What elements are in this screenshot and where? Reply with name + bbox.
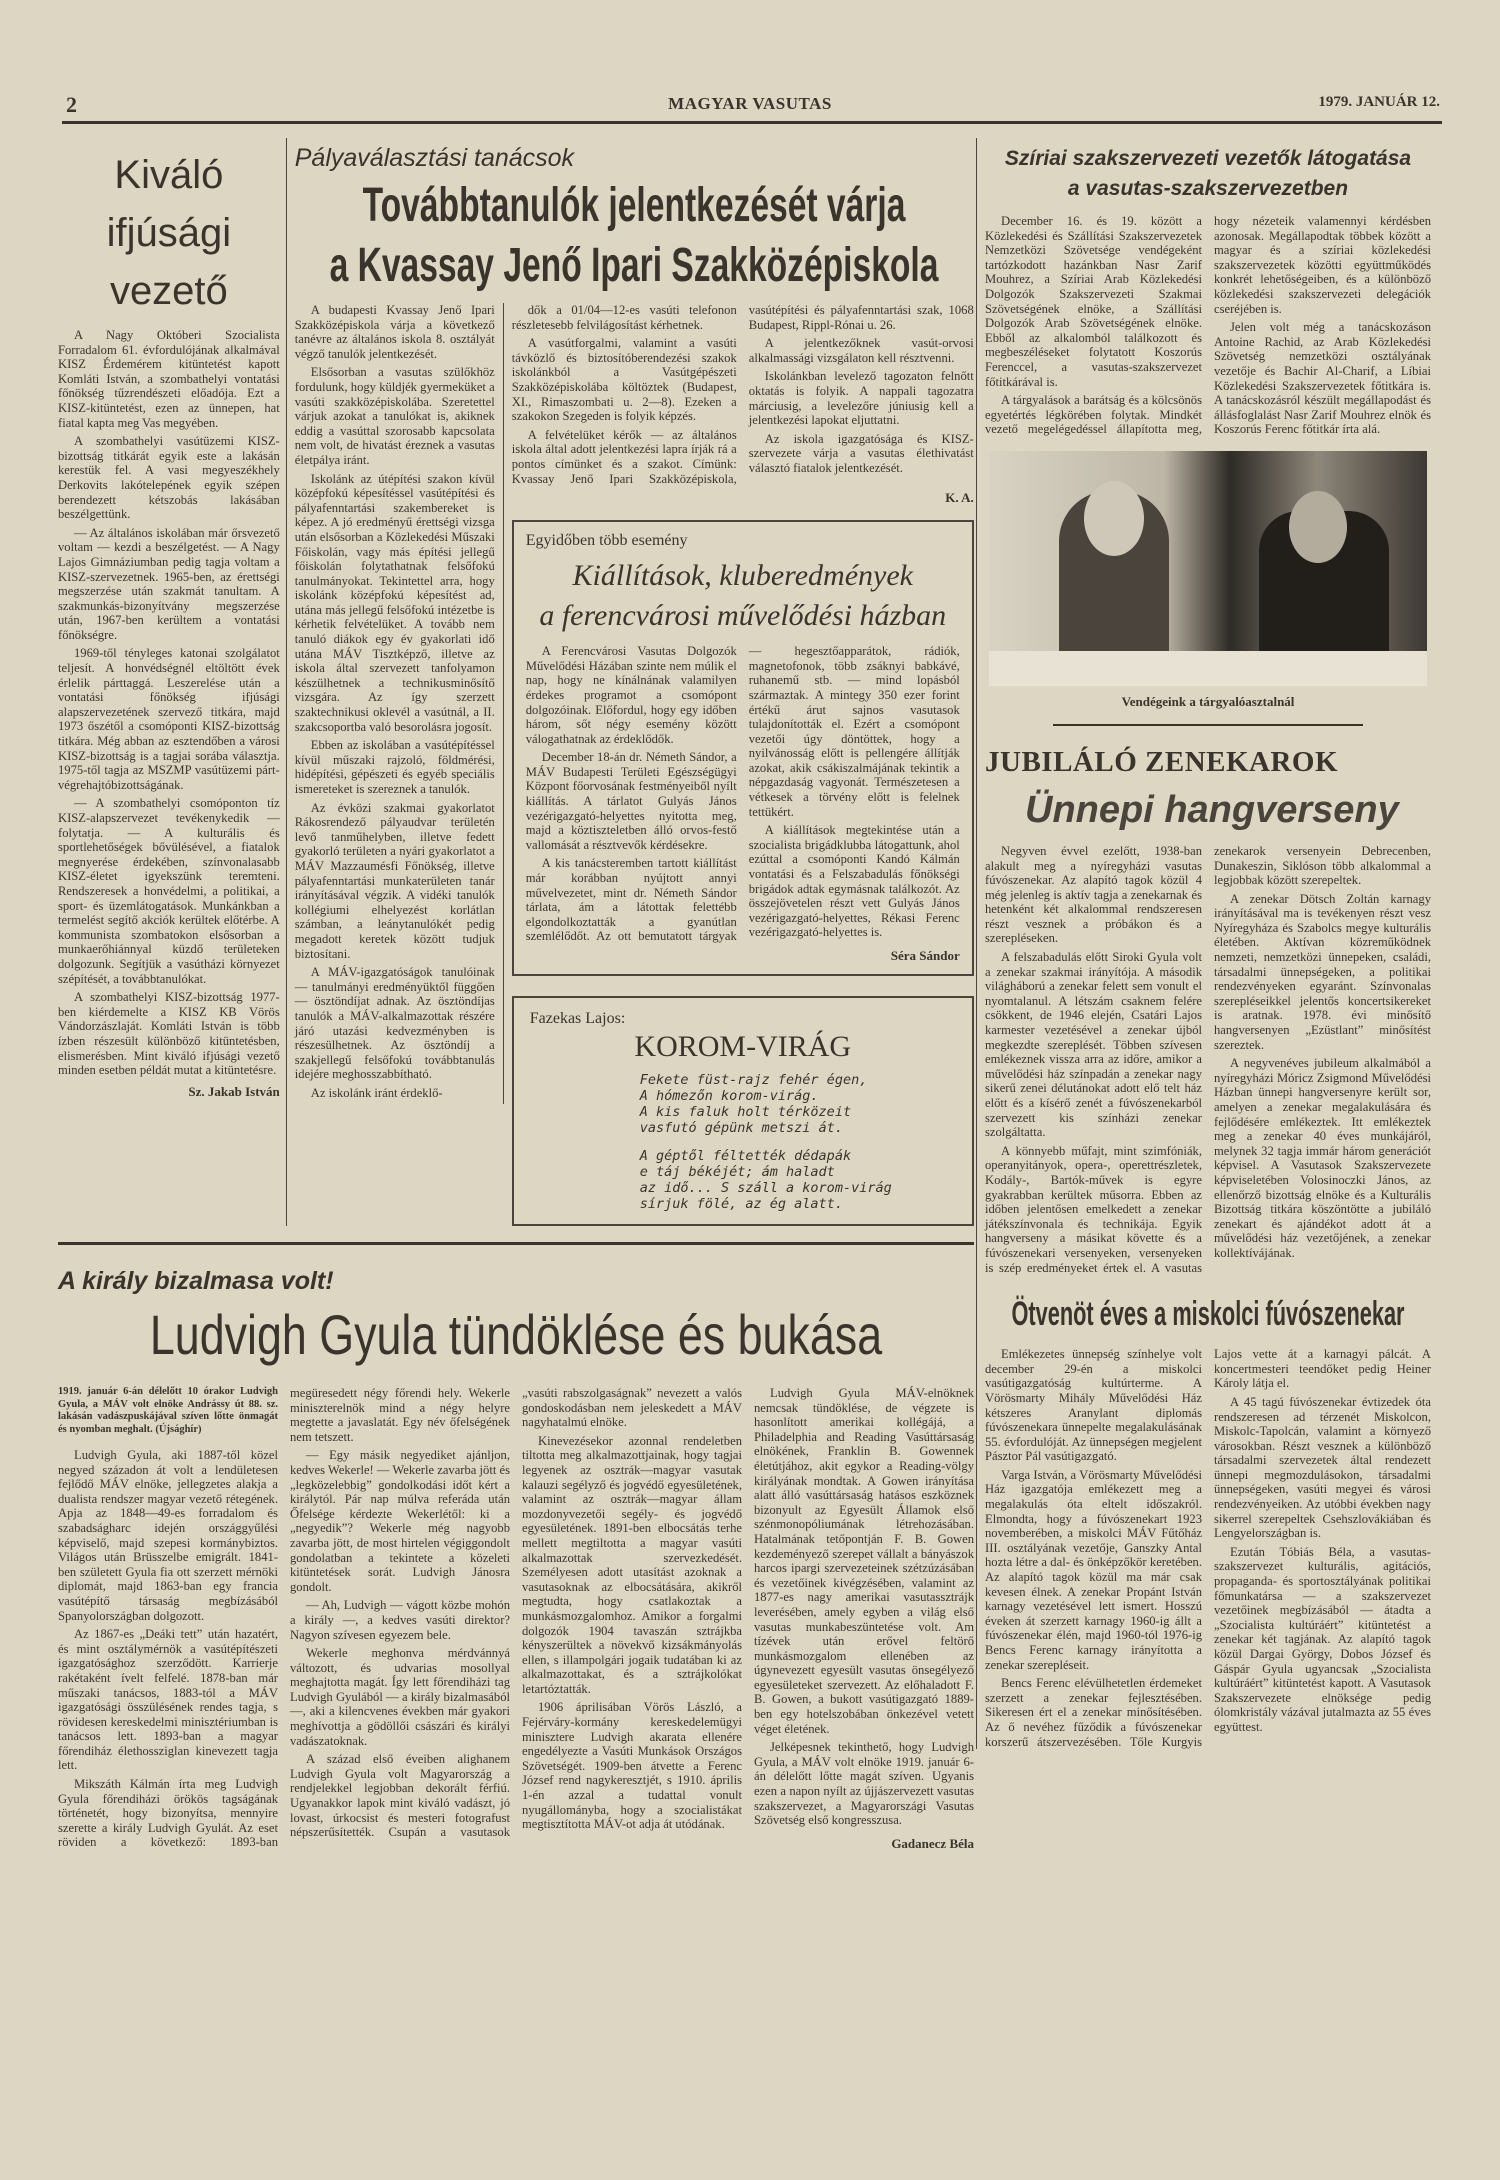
article-jubilalo bbox=[985, 746, 1431, 1275]
paragraph: A Ferencvárosi Vasutas Dolgozók Művelődési Házában szinte nem múlik el nap, hogy ne kínálnának valamilyen érdekes programot a csomópont dolgozóinak. Előfordul, hogy egy időben három, sőt négy esemény között válogathatnak az érdeklődők. bbox=[525, 644, 737, 746]
paragraph: Mikszáth Kálmán írta meg Ludvigh Gyula főrendiházi örökös tagságának történetét, hogy bizonyítsa, mennyire szerette a király Ludvigh Gyulát. Az eset röviden a következő: 1893-ban megüresedett négy főrendi hely. Wekerle miniszterelnök mind a négy helyre megtette a javaslatát. Egy név őfelségének nem tetszett. bbox=[58, 1386, 510, 1850]
headline-line: Szíriai szakszervezeti vezetők látogatása bbox=[1004, 147, 1412, 170]
paragraph: December 18-án dr. Németh Sándor, a MÁV Budapesti Területi Egészségügyi Központ főorvosának festményeiből nyílt kiállítás. A tárlatot Gulyás János vezérigazgató-helyettes nyitotta meg, majd a köztiszteletben álló orvos-festő vallomását a résztvevők kérdésekre. bbox=[525, 750, 737, 852]
poem-line: A kis faluk holt térközeit bbox=[639, 1104, 852, 1120]
poem-author: Fazekas Lajos: bbox=[529, 1010, 626, 1027]
poem-line: e táj békéjét; ám haladt bbox=[639, 1164, 835, 1180]
top-row bbox=[58, 138, 974, 1226]
poem-line: A géptől féltették dédapák bbox=[639, 1148, 852, 1164]
paragraph: Jelen volt még a tanácskozáson Antoine Rachid, az Arab Közlekedési Szövetség nemzetközi osztályának vezetője és Bachir Al-Charif, a Líbiai Közlekedési Szakszervezetek főtitkára is. A tanácskozásról készült megállapodást és állásfoglalást Nasr Zarif Mouhrez elnök és Koszorús Ferenc főtitkár írta alá. bbox=[1214, 320, 1431, 437]
photo-table bbox=[989, 651, 1427, 686]
article-body bbox=[985, 214, 1431, 439]
paragraph: Negyven évvel ezelőtt, 1938-ban alakult meg a nyíregyházi vasutas fúvószenekar. Az alapító tagok közül 4 még jelenleg is aktív tagja a zenekarnak és hetenként két alkalommal rendszeresen részt vesznek a próbákon és a szerepléseken. bbox=[985, 843, 1202, 946]
paragraph: 1969-től tényleges katonai szolgálatot teljesít. A honvédségnél eltöltött évek érlelik párttaggá. Leszerelése után a vontatási főnökség ifjúsági alapszervezetének szervező titkára, majd 1973 őszétől a csomóponti KISZ-bizottság titkára. Még abban az esztendőben a városi KISZ-bizottság is a tagjai sorába választja. 1975-től tagja az MSZMP vasútüzemi párt-végrehajtóbizottságának. bbox=[58, 646, 280, 792]
paragraph: A kis tanácsteremben tartott kiállítást már korábban nyújtott annyi művelvezetet, mint dr. Németh Sándor tárlata, ám a látottak felettébb elgondolkoztatták a gyanútlan szemlélődőt. Az ott bemutatott tárgyak — hegesztőapparátok, rádiók, magnetofonok, több zsáknyi babkávé, ruhanemű stb. — mind lopásból származtak. A mintegy 350 ezer forint értékű árut sajnos vasutasok tulajdonították el. Ezért a csomópont vezetői úgy döntöttek, hogy a nyilvánosság előtt is pellengére állítják azokat, akik csákiszalmájának tekintik a népgazdaság vagyonát. Természetesen a vétkesek a törvény előtt is felelnek tettükért. bbox=[525, 644, 960, 944]
headline-line: ifjúsági bbox=[106, 211, 232, 255]
paragraph: Ludvigh Gyula MÁV-elnöknek nemcsak tündöklése, de végzete is hasonlított amerikai kollégájá, a Philadelphia and Reading Vasúttársaság elnökének, Franklin B. Gowennek életútjához, akit egykor a Reading-völgy királyának mondtak. A Gowen irányítása alatt álló vasúttársaság hatásos eszköznek bizonyult az Egyesült Államok első szénmonopóliumának létrehozásában. Hatalmának tetőpontján F. B. Gowen kezdeményező szerepet vállalt a bányászok harcos ipargi szervezeteinek szétzúzásában és vezetőinek kivégzésében, valamint az 1877-es nagy amerikai vasutassztrájk leverésében, amely egyben a világ első vasutas munkabeszüntetése volt. Am tízévek után erővel feltörő munkásmozgalom ellenében az úgynevezett egyesült vasutas önsegélyező egyesületeket szervezett. Az előhaladott F. B. Gowen, a bukott vasútigazgató 1889-ben egy hotelszobában önkezével vetett véget életének. bbox=[754, 1386, 974, 1736]
poem-line: sírjuk fölé, az ég alatt. bbox=[639, 1196, 843, 1212]
paragraph: A felszabadulás előtt Siroki Gyula volt a zenekar szakmai irányítója. A második világháború a zenekar felett sem vonult el nyomtalanul. A létszám csaknem felére csökkent, de 1946 elején, Csatári Lajos karmester vezetésével a zenekar újból megkezdte szereplését. Többen szívesen emlékeznek vissza arra az időre, amikor a művelődési ház színpadán a zenekar nagy sikerű zenei délutánokat adott elő telt ház előtt és a kísérő zenét a fúvószenekarból szervezett kis színházi zenekar szolgáltatta. bbox=[985, 950, 1202, 1140]
headline bbox=[58, 146, 280, 320]
article-body bbox=[512, 303, 974, 486]
photo-meeting bbox=[989, 451, 1427, 686]
paragraph: Ezután Tóbiás Béla, a vasutas-szakszervezet kulturális, agitációs, propaganda- és sportosztályának politikai főmunkatársa — a szakszervezet vezetőinek megbízásából — átadta a „Szocialista kultúráért” kitüntetést a zenekar két tagjának. Az alapító tagok közül Dargai György, Dobos József és Gáspár Gyula ugyancsak „Szocialista kultúráért” kitüntetést kapott. A Vasutasok Szakszervezete elnöksége pedig ólomkristály vázával jutalmazta az 55 éves együttest. bbox=[1214, 1544, 1431, 1734]
masthead-rule bbox=[62, 121, 1442, 124]
paragraph: 1906 áprilisában Vörös László, a Fejérváry-kormány kereskedelemügyi minisztere Ludvigh akarata ellenére engedélyezte a Vasúti Munkások Országos Szövetségét. 1909-ben átvette a Ferenc József rend nagykeresztjét, s 1910. április 1-én azzal a tudattal vonult nyugállományba, hogy a szocialistákat megtisztította MÁV-ot adja át utódának. bbox=[522, 1700, 742, 1832]
paragraph: Iskolánkban levelező tagozaton felnőtt oktatás is folyik. A nappali tagozatra márciusig, a levelezőre júniusig kell a jelentkezési lapokat eljuttatni. bbox=[748, 369, 974, 428]
article-egyidoben bbox=[512, 520, 974, 976]
headline-line: Ötvenöt éves a miskolci fúvószenekar bbox=[1011, 1295, 1405, 1334]
headline-line: vezető bbox=[109, 269, 228, 313]
poem-line: Fekete füst-rajz fehér égen, bbox=[639, 1072, 868, 1088]
paragraphs bbox=[985, 1347, 1431, 1749]
byline: K. A. bbox=[945, 490, 974, 506]
paragraph: Varga István, a Vörösmarty Művelődési Ház igazgatója emlékezett meg a megalakulás óta eltelt időszakról. Elmondta, hogy a fúvószenekart 1923 novemberében, a miskolci MÁV Fűtőház III. osztályának vezetője, Ganszky Antal hozta létre a dal- és önképzőkör keretében. Az alapító tagok közül ma már csak kevesen élnek. A zenekar Propánt István karnagy vezetésével lett ismert. Hosszú éveken át szerzett karnagy 1960-ig állt a fúvószenekar élén, majd 1960-tól 1976-ig Bencs Ferenc karnagy irányította a zenekar szerepléseit. bbox=[985, 1467, 1202, 1672]
headline bbox=[985, 144, 1431, 204]
paragraph: A Nagy Októberi Szocialista Forradalom 61. évfordulójának alkalmával KISZ Érdemérem kitüntetést kapott Komláti István, a szombathelyi vontatási főnökség tűzrendészeti előadója. Ezt a KISZ-kitüntetést, ezen az ünnepen, hat fiatal kapta meg Vas megyében. bbox=[58, 328, 280, 430]
paragraphs bbox=[985, 844, 1431, 1275]
kicker: Pályaválasztási tanácsok bbox=[294, 144, 575, 172]
paragraph: Wekerle meghonva mérdvánnyá változott, és udvarias mosollyal meghajtotta magát. Így lett főrendiházi tag Ludvigh Gyulából — a király bizalmasából —, aki a kilencvenes években már gyakori meghívottja a gödöllői császári és királyi vadászatoknak. bbox=[290, 1646, 510, 1748]
paragraph: Ebben az iskolában a vasútépítéssel kívül műszaki rajzoló, földmérési, hidépítési, gépészeti és egyéb speciális ismereteket is szereznek a tanulók. bbox=[294, 738, 495, 796]
headline-line: Ludvigh Gyula tündöklése és bukása bbox=[149, 1303, 883, 1366]
page-number: 2 bbox=[66, 92, 77, 117]
paragraph: — Az általános iskolában már őrsvezető voltam — kezdi a beszélgetést. — A Nagy Lajos Gimnáziumban pedig tagja voltam a KISZ-szervezetnek. 1965-ben, az érettségi megszerzése után szakmát tanultam. A szakmunkás-bizonyítvány megszerzése után, 1967-ben kerültem a vontatási főnökségre. bbox=[58, 525, 280, 642]
paragraph: Az iskola igazgatósága és KISZ-szervezete várja a vasutas élethivatást választó fiatalok jelentkezését. bbox=[748, 431, 974, 475]
right-area bbox=[976, 138, 1431, 1749]
paragraph: dők a 01/04—12-es vasúti telefonon részletesebb felvilágosítást kérhetnek. bbox=[511, 303, 737, 332]
kicker: JUBILÁLÓ ZENEKAROK bbox=[985, 745, 1339, 778]
paragraph: A század első éveiben alighanem Ludvigh Gyula volt Magyarország a rendjelekkel legjobban dekorált férfiú. Ugyanakkor lapok mint kiváló vadászt, jó lovast, úrkocsist és mesteri fotografust népszerűsítették. Csupán a vasutasok „vasúti rabszolgaságnak” nevezett a valós gondoskodásban nem jeleskedett a MÁV nagyhatalmú elnöke. bbox=[290, 1386, 742, 1840]
headline-line: Továbbtanulók jelentkezését várja bbox=[362, 179, 906, 232]
paragraph: Kinevezésekor azonnal rendeletben tiltotta meg alkalmazottjainak, hogy tagjai legyenek az osztrák—magyar vasutak kalauzi segélyző és jogvédő egyesületének, valamint az osztrák—magyar állam mozdonyvezetői segély- és jogvédő egyesületének. 1891-ben elbocsátás terhe mellett megtiltotta a magyar vasúti alkalmazottak szervezkedését. Személyesen adott utasítást azoknak a vasutasoknak az elbocsátására, akikről megtudta, hogy csatlakoztak a munkásmozgalomhoz. Amikor a forgalmi dolgozók 1904 tavaszán sztrájkba kényszerültek a növekvő kizsákmányolás ellen, s illampolgári jogaik tudatában ki az alkalmazottakat, és a sztrájkolókat letartóztatták. bbox=[522, 1433, 742, 1696]
paragraph: A 45 tagú fúvószenekar évtizedek óta rendszeresen ad térzenét Miskolcon, Miskolc-Tapolcán, valamint a környező városokban. Részt vesznek a különböző társadalmi szervezetek által rendezett ünnepi megmozdulásokon, társadalmi ünnepségeken, vasúti megyei és városi rendezvényeiken. Az utóbbi években nagy sikerrel szerepeltek Csehszlovákiában és Lengyelországban is. bbox=[1214, 1394, 1431, 1541]
article-body bbox=[985, 844, 1431, 1275]
article-palya bbox=[287, 138, 974, 1226]
headline: Ünnepi hangverseny bbox=[1025, 788, 1399, 831]
poem-body bbox=[640, 1072, 956, 1212]
article-body bbox=[526, 644, 960, 944]
left-area bbox=[58, 138, 974, 1852]
poem-line: vasfutó gépünk metszi át. bbox=[639, 1120, 843, 1136]
paragraph: — Egy másik negyediket ajánljon, kedves Wekerle! — Wekerle zavarba jött és „legközelebbig” gondolkodási időt kért a királytól. Pár nap múlva referáda után Őfelsége kérdezte Wekerlétől: ki a „negyedik”? Wekerle még nagyobb zavarba jött, de most hirtelen végiggondolt gondolatban a tekintete a közeleti kitüntetések sorát. Ludvigh Jánosra gondolt. bbox=[290, 1448, 510, 1594]
paragraph: A zenekar Dötsch Zoltán karnagy irányításával ma is tevékenyen részt vesz Nyíregyháza és Szabolcs megye kulturális életében. Aktívan közreműködnek nemzeti, nemzetközi ünnepeken, családi, társadalmi ünnepségeken, a politikai rendezvényeken egyaránt. Színvonalas szerepléseikkel jelentős koncertsikereket is aratnak. 1978. évi minősítő hangversenyen „Ezüstlant” minősítést szereztek. bbox=[1214, 891, 1431, 1052]
paragraph: A budapesti Kvassay Jenő Ipari Szakközépiskola várja a következő tanévre az általános iskola 8. osztályát végző tanulók jelentkezését. bbox=[294, 303, 495, 361]
photo-caption: Vendégeink a tárgyalóasztalnál bbox=[1121, 693, 1295, 709]
byline: Séra Sándor bbox=[890, 948, 960, 963]
paragraph: Az évközi szakmai gyakorlatot Rákosrendező pályaudvar területén levő tanműhelyben, illetve fedett gyakorló területen a nyári gyakorlatot a MÁV Mazzaumésfi Főnökség, illetve pályafenntartási munkaterületen tanár irányításával végzik. A vidéki tanulók kollégiumi elhelyezést korlátlan számban, a leánytanulókét pedig megadott keretek között tudjuk biztosítani. bbox=[294, 800, 495, 961]
paragraph: A tárgyalások a barátság és a kölcsönös egyetértés légkörében folytak. Mindkét vezető megelégedéssel állapította meg, hogy nézeteik valamennyi kérdésben azonosak. Megállapodtak többek között a magyar és a szíriai közlekedési szakszervezetek közötti együttműködés konkrét lehetőségeiben, és a különböző közlekedési szakszervezeti delegációk cseréjében is. bbox=[985, 214, 1431, 437]
article-otvenot bbox=[985, 1293, 1431, 1749]
paragraph: A szombathelyi vasútüzemi KISZ-bizottság titkárát egyik este a lakásán kerestük fel. A vasi megyeszékhely Derkovits lakótelepének egyik szépen berendezett kétszobás lakásában beszélgettünk. bbox=[58, 434, 280, 522]
paragraphs bbox=[58, 1386, 974, 1852]
paragraph: A vasútforgalmi, valamint a vasúti távközlő és biztosítóberendezési szakok iskolánkból a Vasútgépészeti Szakközépiskolába költöztek (Budapest, XI., Rimaszombati u. 2—8). Ezeken a szakokon Szegeden is folyik képzés. bbox=[511, 336, 737, 424]
paragraph: A könnyebb műfajt, mint szimfóniák, operanyitányok, opera-, operettrészletek, Kodály-, Bartók-művek is egyre gyakrabban kerültek műsorra. Ebben az időben jelentősen emelkedett a zenekar játékszínvonala és technikája. Egyik hangverseny a másikat követte és a fúvószenekari versenyeken, versenyeken is szép eredményeket értek el. A vasutas zenekarok versenyein Debrecenben, Dunakeszin, Siklóson több alkalommal a legjobbak között szerepeltek. bbox=[985, 843, 1431, 1275]
article-ludvigh bbox=[58, 1386, 974, 1852]
headline-line: a Kvassay Jenő Ipari Szakközépiskola bbox=[329, 239, 939, 292]
divider bbox=[1053, 724, 1363, 726]
photo-person-left-face bbox=[1084, 481, 1144, 556]
headline bbox=[985, 1293, 1431, 1337]
issue-date: 1979. JANUÁR 12. bbox=[1318, 94, 1440, 110]
article-sziria bbox=[985, 144, 1431, 439]
headline-line: Kiállítások, kluberedmények bbox=[572, 559, 913, 593]
poem-korom-virag bbox=[512, 996, 974, 1226]
poem-line: A hómezőn korom-virág. bbox=[639, 1088, 819, 1104]
paragraph: A jelentkezőknek vasút-orvosi alkalmassági vizsgálaton kell résztvenni. bbox=[748, 336, 974, 365]
headline-line: a vasutas-szakszervezetben bbox=[1067, 177, 1349, 200]
article-kivalo bbox=[58, 138, 287, 1226]
byline: Sz. Jakab István bbox=[188, 1083, 280, 1099]
paragraph: — Ah, Ludvigh — vágott közbe mohón a király —, a kedves vasúti direktor? Nagyon szívesen egyezem bele. bbox=[290, 1598, 510, 1642]
paragraphs bbox=[985, 214, 1431, 439]
photo-person-right-face bbox=[1289, 491, 1347, 563]
paragraph: A kiállítások megtekintése után a szocialista brigádklubba látogattunk, ahol ezúttal a csomóponti Kandó Kálmán vontatási és a Felszabadulás főnökségi brigádok adtak egymásnak találkozót. Az összejövetelen részt vett Gulyás János vezérigazgató-helyettes, Rékasi Ferenc vezérigazgató-helyettes is. bbox=[748, 823, 960, 940]
paragraph: Jelképesnek tekinthető, hogy Ludvigh Gyula, a MÁV volt elnöke 1919. január 6-án délelőtt lőtte magát szíven. Ugyanis ezen a napon nyílt az újjászervezett vasutas szakszervezet, a Magyarországi Vasutas Szövetség első kongresszusa. bbox=[754, 1740, 974, 1828]
paragraph: A felvételüket kérők — az általános iskola által adott jelentkezési lapra írják rá a pontos címünket és a szakot. Címünk: Kvassay Jenő Ipari Szakközépiskola, vasútépítési és pályafenntartási szak, 1068 Budapest, Rippl-Rónai u. 26. bbox=[511, 303, 974, 486]
headline bbox=[58, 1300, 974, 1376]
paragraph: Emlékezetes ünnepség színhelye volt december 29-én a miskolci vasútigazgatóság kultúrterme. A Vörösmarty Mihály Művelődési Ház kétszeres Aranylant diplomás fúvószenekara ünnepelte megalakulásának 55. évfordulóját. Az ünnepségen megjelent Pásztor Pál vasútigazgató. bbox=[985, 1347, 1202, 1464]
paragraph: Az 1867-es „Deáki tett” után hazatért, és mint osztálymérnök a vasútépítészeti igazgatósághoz szerződött. Karrierje rakétaként ívelt felfelé. 1878-ban már műszaki tanácsos, 1883-tól a MÁV igazgatósági összülésének rendes tagja, s rövidesen kereskedelmi minisztériumban is tanácsos lett. 1893-ban a magyar főrendiház élethossziglan kinevezett tagja lett. bbox=[58, 1627, 278, 1773]
poem-title: KOROM-VIRÁG bbox=[634, 1030, 852, 1063]
headline bbox=[526, 556, 960, 636]
paper-name: MAGYAR VASUTAS bbox=[668, 94, 832, 113]
paragraph: Az iskolánk iránt érdeklő- bbox=[310, 1085, 443, 1100]
byline: Gadanecz Béla bbox=[891, 1835, 974, 1851]
paragraph: Iskolánk az útépítési szakon kívül középfokú képesítéssel vasútépítési és pályafenntartási szakembereket is képez. A jó eredményű érettségi vizsga után elsősorban a Közlekedési Műszaki Főiskolán, vagy más építési jellegű főiskolán folytathatnak felsőfokú tanulmányokat. Tekintettel arra, hogy iskolánk középfokú képesítést ad, utána más jellegű felsőfokú intézetbe is kérhetik felvételüket. A tovább nem tanuló diákok egy év gyakorlati idő utána MÁV Tisztképző, illetve az iskola által szervezett tanfolyamon készülhetnek a technikusminősítő vizsgára. Az így szerzett szaktechnikusi oklevél a vasútnál, a II. szakcsoportba való besorolásra jogosít. bbox=[294, 471, 495, 734]
article-palya-col23 bbox=[512, 303, 974, 486]
paragraph: Bencs Ferenc elévülhetetlen érdemeket szerzett a zenekar fejlesztésében. Sikeresen ért el a zenekar minősítésében. Az ő nevéhez fűződik a fúvószenekar korszerű átszervezésében. Tőle Kurgyis Lajos vette át a karnagyi pálcát. A koncertmesteri teendőket pedig Heiner Károly látja el. bbox=[985, 1347, 1431, 1749]
headline bbox=[295, 177, 974, 303]
paragraphs bbox=[526, 644, 960, 944]
section-divider bbox=[58, 1242, 974, 1245]
paragraph: A szombathelyi KISZ-bizottság 1977-ben kiérdemelte a KISZ KB Vörös Vándorzászlaját. Komláti István is több ízben részesült különböző kitüntetésben, elismerésben. Mint kiváló ifjúsági vezető minden esetben példát mutat a kitüntetésre. bbox=[58, 990, 280, 1078]
palya-columns bbox=[295, 303, 974, 1226]
poem-line: az idő... S száll a korom-virág bbox=[639, 1180, 892, 1196]
kicker: Egyidőben több esemény bbox=[525, 532, 688, 550]
article-palya-col1 bbox=[295, 303, 504, 1104]
paragraph: Elsősorban a vasutas szülőkhöz fordulunk, hogy küldjék gyermeküket a vasúti szakközépiskolába. Szeretettel várjuk azokat a tanulókat is, akiknek eddig a vasúttal szorosabb kapcsolata nem volt, de hivatást éreznek a vasutas életpálya iránt. bbox=[294, 365, 495, 467]
lead: 1919. január 6-án délelőtt 10 órakor Ludvigh Gyula, a MÁV volt elnöke Andrássy út 88. sz. lakásán vadászpuskájával szíven lőtte önmagát és nyomban meghalt. (Újsághír) bbox=[58, 1386, 278, 1435]
paragraph: A MÁV-igazgatóságok tanulóinak — tanulmányi eredményüktől függően — ösztöndíjat adnak. Az ösztöndíjas tanulók a MÁV-alkalmazottak részére járó utazási kedvezményben is részesülhetnek. Az ösztöndíj a szakjellegű felsőfokú továbbtanulás idejére meghosszabbítható. bbox=[294, 965, 495, 1082]
article-body bbox=[58, 328, 280, 1078]
headline-line: a ferencvárosi művelődési házban bbox=[539, 599, 947, 633]
paragraph: December 16. és 19. között a Közlekedési és Szállítási Szakszervezetek Nemzetközi Szövetsége vendégeként tartózkodott hazánkban Nasr Zarif Mouhrez, a Szíriai Arab Közlekedési Dolgozók Szakszervezeti Szakmai Szövetségének elnöke, a Szállítási Dolgozók Arab Szövetségének elnöke. Ebből az alkalomból találkozott és megbeszéléseket folytatott Koszorús Ferenccel, a vasutas-szakszervezet főtitkárával is. bbox=[985, 214, 1202, 389]
paragraph: A negyvenéves jubileum alkalmából a nyíregyházi Móricz Zsigmond Művelődési Házban ünnepi hangversenyre került sor, amelyen a zenekar megalakulására és fejlődésére emlékeztek. Itt emlékeztek meg a zenekar 40 éves munkájáról, melynek 32 tagja immár három generációt képvisel. A Vasutasok Szakszervezete képviseletében Volosinoczki János, az ellenőrző bizottság elnöke és a Kulturális Bizottság titkára köszöntötte a jubiláló zenekart és ajándékot adott át a művelődési ház vezetőjének, a zenekar kollektívájának. bbox=[1214, 1056, 1431, 1260]
kicker: A király bizalmasa volt! bbox=[58, 1267, 334, 1295]
article-body bbox=[985, 1347, 1431, 1749]
paragraph: — A szombathelyi csomóponton tíz KISZ-alapszervezet tevékenykedik — folytatja. — A kulturális és sportlehetőségek bővülésével, a fiatalok megnyerése érdekében, színvonalasabb KISZ-életet igyekszünk teremteni. Rendszeresek a honvédelmi, a politikai, a sport- és üzemlátogatások. Munkánkban a termelést segítő akciók kerültek előtérbe. A kommunista szombatokon elsősorban a munkaerőhiánnyal küzdő területeken dolgozunk. Segítjük a vasútházi környezet szépítését, a továbbtanulókat. bbox=[58, 796, 280, 986]
paragraph: Ludvigh Gyula, aki 1887-től közel negyed századon át volt a lendületesen fejlődő MÁV elnöke, jellegzetes alakja a dualista rendszer magyar vezető rétegének. Apja az 1848—49-es forradalom és szabadságharc idején országgyűlési képviselő, majd szepesi kormánybiztos. Világos után Brüsszelbe emigrált. 1841-ben született Gyula fia ott szerzett mérnöki diplomát, majd 1863-ban egy francia vasútépítő társaság megbízásából Spanyolországban dolgozott. bbox=[58, 1448, 278, 1623]
headline-line: Kiváló bbox=[114, 153, 224, 197]
palya-right bbox=[504, 303, 974, 1226]
stanza-gap bbox=[640, 1136, 956, 1148]
